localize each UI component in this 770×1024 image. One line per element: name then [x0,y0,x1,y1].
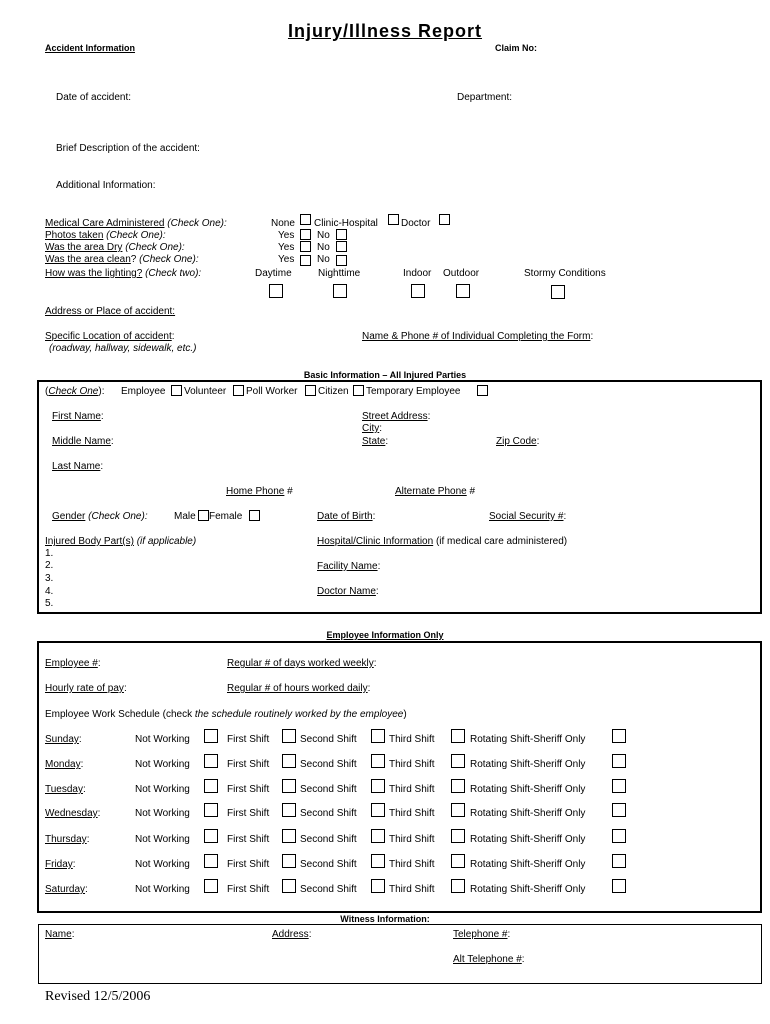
female-checkbox[interactable] [249,510,260,521]
clinic-info-row [317,536,567,548]
schedule-hint: the schedule routinely worked by the employee [194,709,404,720]
witness-info-box [38,924,762,984]
third-shift-label: Third Shift [389,884,435,895]
gender-check-note: (Check One): [88,511,148,522]
area-dry-label: Was the area Dry [45,242,123,253]
hash: # [287,486,293,497]
colon: : [590,331,594,342]
day-label-thursday [45,834,89,846]
second-shift-label: Second Shift [300,784,357,795]
hours-daily-row [227,683,370,695]
nighttime-checkbox[interactable] [333,284,347,298]
second-shift-label: Second Shift [300,859,357,870]
claim-no-label: Claim No: [495,43,538,53]
female-label: Female [209,511,243,522]
area-clean-label: Was the area clean [45,254,131,265]
colon: : [536,436,540,447]
citizen-type-checkbox[interactable] [353,385,364,396]
additional-information-label: Additional Information: [56,180,156,191]
last-name-label: Last Name [52,461,101,472]
street-row [362,411,430,423]
basic-info-header: Basic Information – All Injured Parties [303,370,467,380]
colon: : [97,808,101,819]
tuesday-rotating-shift-checkbox[interactable] [612,779,626,793]
indoor-label: Indoor [403,268,432,279]
colon: : [97,658,101,669]
colon: : [377,561,381,572]
colon: : [100,461,104,472]
tuesday-second-shift-checkbox[interactable] [371,779,385,793]
colon: : [78,734,82,745]
accident-section-label: Accident Information [45,43,136,53]
witness-name-row [45,929,74,941]
injured-body-part-label: Injured Body Part(s) [45,536,134,547]
day-label-tuesday [45,784,86,796]
body-part-number-4: 4. [45,586,54,597]
colon: : [427,411,431,422]
poll-worker-type-label: Poll Worker [246,386,298,397]
colon: : [86,834,90,845]
colon: : [372,511,376,522]
dry-yes-label: Yes [278,242,295,253]
clean-yes-label: Yes [278,254,295,265]
day-name: Wednesday [45,808,98,819]
colon: : [71,929,75,940]
photos-row-label [45,230,166,242]
body-part-row [45,536,196,548]
stormy-label: Stormy Conditions [524,268,606,279]
day-name: Friday [45,859,73,870]
zip-code-label: Zip Code [496,436,537,447]
rotating-shift-label: Rotating Shift-Sheriff Only [470,734,586,745]
outdoor-checkbox[interactable] [456,284,470,298]
volunteer-type-checkbox[interactable] [233,385,244,396]
third-shift-label: Third Shift [389,834,435,845]
check-two-note: (Check two): [145,268,202,279]
not-working-label: Not Working [135,834,190,845]
day-label-wednesday [45,808,100,820]
poll-worker-type-checkbox[interactable] [305,385,316,396]
third-shift-label: Third Shift [389,734,435,745]
wednesday-first-shift-checkbox[interactable] [282,803,296,817]
medical-care-row-label [45,218,227,230]
saturday-second-shift-checkbox[interactable] [371,879,385,893]
friday-rotating-shift-checkbox[interactable] [612,854,626,868]
clinic-info-hint: (if medical care administered) [435,536,568,547]
saturday-first-shift-checkbox[interactable] [282,879,296,893]
alternate-phone-row [395,486,475,498]
thursday-not-working-checkbox[interactable] [204,829,218,843]
hours-worked-daily-label: Regular # of hours worked daily [227,683,368,694]
check-one-label: Check One [48,386,99,397]
not-working-label: Not Working [135,884,190,895]
check-one-note: (Check One): [167,218,227,229]
colon: : [85,884,88,895]
first-name-row [52,411,104,423]
sunday-first-shift-checkbox[interactable] [282,729,296,743]
friday-third-shift-checkbox[interactable] [451,854,465,868]
witness-telephone-label: Telephone # [453,929,508,940]
gender-label: Gender [52,511,86,522]
revised-date: Revised 12/5/2006 [45,989,151,1004]
colon: : [375,586,379,597]
wednesday-rotating-shift-checkbox[interactable] [612,803,626,817]
thursday-rotating-shift-checkbox[interactable] [612,829,626,843]
zip-row [496,436,539,448]
party-type-row [45,386,104,398]
dry-yes-checkbox[interactable] [300,241,311,252]
witness-address-label: Address [272,929,309,940]
completer-row [362,331,593,343]
doctor-name-label: Doctor Name [317,586,376,597]
dry-no-label: No [317,242,330,253]
third-shift-label: Third Shift [389,808,435,819]
street-address-label: Street Address [362,411,428,422]
schedule-close: ) [403,709,407,720]
rotating-shift-label: Rotating Shift-Sheriff Only [470,759,586,770]
rotating-shift-label: Rotating Shift-Sheriff Only [470,859,586,870]
wednesday-second-shift-checkbox[interactable] [371,803,385,817]
monday-third-shift-checkbox[interactable] [451,754,465,768]
third-shift-label: Third Shift [389,859,435,870]
day-name: Tuesday [45,784,83,795]
employee-type-checkbox[interactable] [171,385,182,396]
day-label-sunday [45,734,82,746]
hourly-rate-label: Hourly rate of pay [45,683,124,694]
witness-info-header: Witness Information: [340,914,430,924]
lighting-row-label [45,268,201,280]
clean-yes-checkbox[interactable] [300,255,311,266]
day-name: Monday [45,759,81,770]
male-checkbox[interactable] [198,510,209,521]
question-mark: ? [130,254,137,265]
thursday-second-shift-checkbox[interactable] [371,829,385,843]
first-shift-label: First Shift [227,859,270,870]
body-part-number-5: 5. [45,598,54,609]
colon: : [123,683,127,694]
first-shift-label: First Shift [227,834,270,845]
rotating-shift-label: Rotating Shift-Sheriff Only [470,834,586,845]
first-shift-label: First Shift [227,759,270,770]
rotating-shift-label: Rotating Shift-Sheriff Only [470,808,586,819]
ssn-row [489,511,566,523]
sunday-second-shift-checkbox[interactable] [371,729,385,743]
doctor-option-label: Doctor [401,218,431,229]
clinic-hospital-option-label: Clinic-Hospital [314,218,378,229]
check-one-note: (Check One): [125,242,185,253]
dry-row-label [45,242,185,254]
saturday-not-working-checkbox[interactable] [204,879,218,893]
hourly-rate-row [45,683,127,695]
stormy-checkbox[interactable] [551,285,565,299]
colon: : [80,759,84,770]
witness-telephone-row [453,929,510,941]
clean-no-label: No [317,254,330,265]
thursday-third-shift-checkbox[interactable] [451,829,465,843]
second-shift-label: Second Shift [300,734,357,745]
rotating-shift-label: Rotating Shift-Sheriff Only [470,884,586,895]
tuesday-first-shift-checkbox[interactable] [282,779,296,793]
colon: : [308,929,312,940]
days-weekly-row [227,658,377,670]
day-name: Sunday [45,734,79,745]
colon: : [563,511,567,522]
last-name-row [52,461,103,473]
home-phone-label: Home Phone [226,486,285,497]
gender-row [52,511,148,523]
date-of-accident-label: Date of accident: [56,92,132,103]
employee-type-label: Employee [121,386,166,397]
daytime-checkbox[interactable] [269,284,283,298]
tuesday-third-shift-checkbox[interactable] [451,779,465,793]
photos-yes-checkbox[interactable] [300,229,311,240]
colon: : [385,436,389,447]
day-label-monday [45,759,83,771]
schedule-intro: Employee Work Schedule (check [45,709,193,720]
medical-none-checkbox[interactable] [300,214,311,225]
city-label: City [362,423,380,434]
open-paren: ( [45,386,49,397]
daytime-label: Daytime [255,268,292,279]
specific-location-label: Specific Location of accident [45,331,172,342]
second-shift-label: Second Shift [300,834,357,845]
outdoor-label: Outdoor [443,268,480,279]
day-label-saturday [45,884,88,896]
social-security-label: Social Security # [489,511,564,522]
completer-label: Name & Phone # of Individual Completing the Form [362,331,591,342]
facility-name-label: Facility Name [317,561,378,572]
sunday-not-working-checkbox[interactable] [204,729,218,743]
medical-care-label: Medical Care Administered [45,218,165,229]
colon: : [521,954,525,965]
medical-doctor-checkbox[interactable] [439,214,450,225]
witness-alt-telephone-row [453,954,525,966]
third-shift-label: Third Shift [389,759,435,770]
first-name-label: First Name [52,411,101,422]
brief-description-label: Brief Description of the accident: [56,143,200,154]
colon: : [367,683,371,694]
employee-info-box [37,641,762,913]
first-shift-label: First Shift [227,784,270,795]
department-label: Department: [457,92,513,103]
saturday-third-shift-checkbox[interactable] [451,879,465,893]
employee-number-row [45,658,101,670]
specific-location-row [45,331,175,343]
not-working-label: Not Working [135,859,190,870]
witness-alt-telephone-label: Alt Telephone # [453,954,522,965]
body-part-number-1: 1. [45,548,54,559]
dry-no-checkbox[interactable] [336,241,347,252]
first-shift-label: First Shift [227,808,270,819]
photos-yes-label: Yes [278,230,295,241]
sunday-third-shift-checkbox[interactable] [451,729,465,743]
employee-info-header: Employee Information Only [326,630,444,640]
temporary-employee-type-label: Temporary Employee [366,386,461,397]
colon: : [379,423,383,434]
day-name: Thursday [45,834,87,845]
first-shift-label: First Shift [227,884,270,895]
colon: : [100,411,104,422]
photos-taken-label: Photos taken [45,230,104,241]
wednesday-not-working-checkbox[interactable] [204,803,218,817]
volunteer-type-label: Volunteer [184,386,227,397]
colon: : [110,436,114,447]
monday-rotating-shift-checkbox[interactable] [612,754,626,768]
not-working-label: Not Working [135,759,190,770]
body-part-number-2: 2. [45,560,54,571]
none-option-label: None [271,218,295,229]
citizen-type-label: Citizen [318,386,349,397]
schedule-intro-row [45,709,407,721]
friday-first-shift-checkbox[interactable] [282,854,296,868]
day-name: Saturday [45,884,86,895]
days-worked-weekly-label: Regular # of days worked weekly [227,658,374,669]
colon: : [373,658,377,669]
employee-number-label: Employee # [45,658,98,669]
home-phone-row [226,486,293,498]
clean-no-checkbox[interactable] [336,255,347,266]
day-label-friday [45,859,76,871]
male-label: Male [174,511,196,522]
second-shift-label: Second Shift [300,808,357,819]
date-of-birth-label: Date of Birth [317,511,373,522]
state-label: State [362,436,386,447]
address-place-label: Address or Place of accident: [45,306,176,317]
colon: : [171,331,175,342]
check-one-note: (Check One): [106,230,166,241]
nighttime-label: Nighttime [318,268,361,279]
check-one-note: (Check One): [139,254,199,265]
lighting-label: How was the lighting? [45,268,143,279]
page-title: Injury/Illness Report [287,21,483,41]
temporary-employee-type-checkbox[interactable] [477,385,488,396]
second-shift-label: Second Shift [300,884,357,895]
middle-name-row [52,436,114,448]
colon: : [507,929,511,940]
saturday-rotating-shift-checkbox[interactable] [612,879,626,893]
state-row [362,436,388,448]
hospital-clinic-info-label: Hospital/Clinic Information [317,536,434,547]
first-shift-label: First Shift [227,734,270,745]
clean-row-label [45,254,199,266]
city-row [362,423,382,435]
body-part-number-3: 3. [45,573,54,584]
sunday-rotating-shift-checkbox[interactable] [612,729,626,743]
colon: : [72,859,76,870]
middle-name-label: Middle Name [52,436,111,447]
second-shift-label: Second Shift [300,759,357,770]
friday-second-shift-checkbox[interactable] [371,854,385,868]
third-shift-label: Third Shift [389,784,435,795]
close-paren: ): [98,386,105,397]
witness-address-row [272,929,311,941]
hash: # [469,486,476,497]
rotating-shift-label: Rotating Shift-Sheriff Only [470,784,586,795]
wednesday-third-shift-checkbox[interactable] [451,803,465,817]
monday-not-working-checkbox[interactable] [204,754,218,768]
not-working-label: Not Working [135,784,190,795]
doctor-row [317,586,379,598]
colon: : [82,784,86,795]
indoor-checkbox[interactable] [411,284,425,298]
photos-no-checkbox[interactable] [336,229,347,240]
not-working-label: Not Working [135,734,190,745]
not-working-label: Not Working [135,808,190,819]
body-part-hint: (if applicable) [136,536,197,547]
photos-no-label: No [317,230,330,241]
witness-name-label: Name [45,929,72,940]
friday-not-working-checkbox[interactable] [204,854,218,868]
dob-row [317,511,375,523]
facility-row [317,561,380,573]
monday-first-shift-checkbox[interactable] [282,754,296,768]
alternate-phone-label: Alternate Phone [395,486,467,497]
tuesday-not-working-checkbox[interactable] [204,779,218,793]
monday-second-shift-checkbox[interactable] [371,754,385,768]
specific-location-hint: (roadway, hallway, sidewalk, etc.) [49,343,197,354]
medical-clinic-hospital-checkbox[interactable] [388,214,399,225]
thursday-first-shift-checkbox[interactable] [282,829,296,843]
